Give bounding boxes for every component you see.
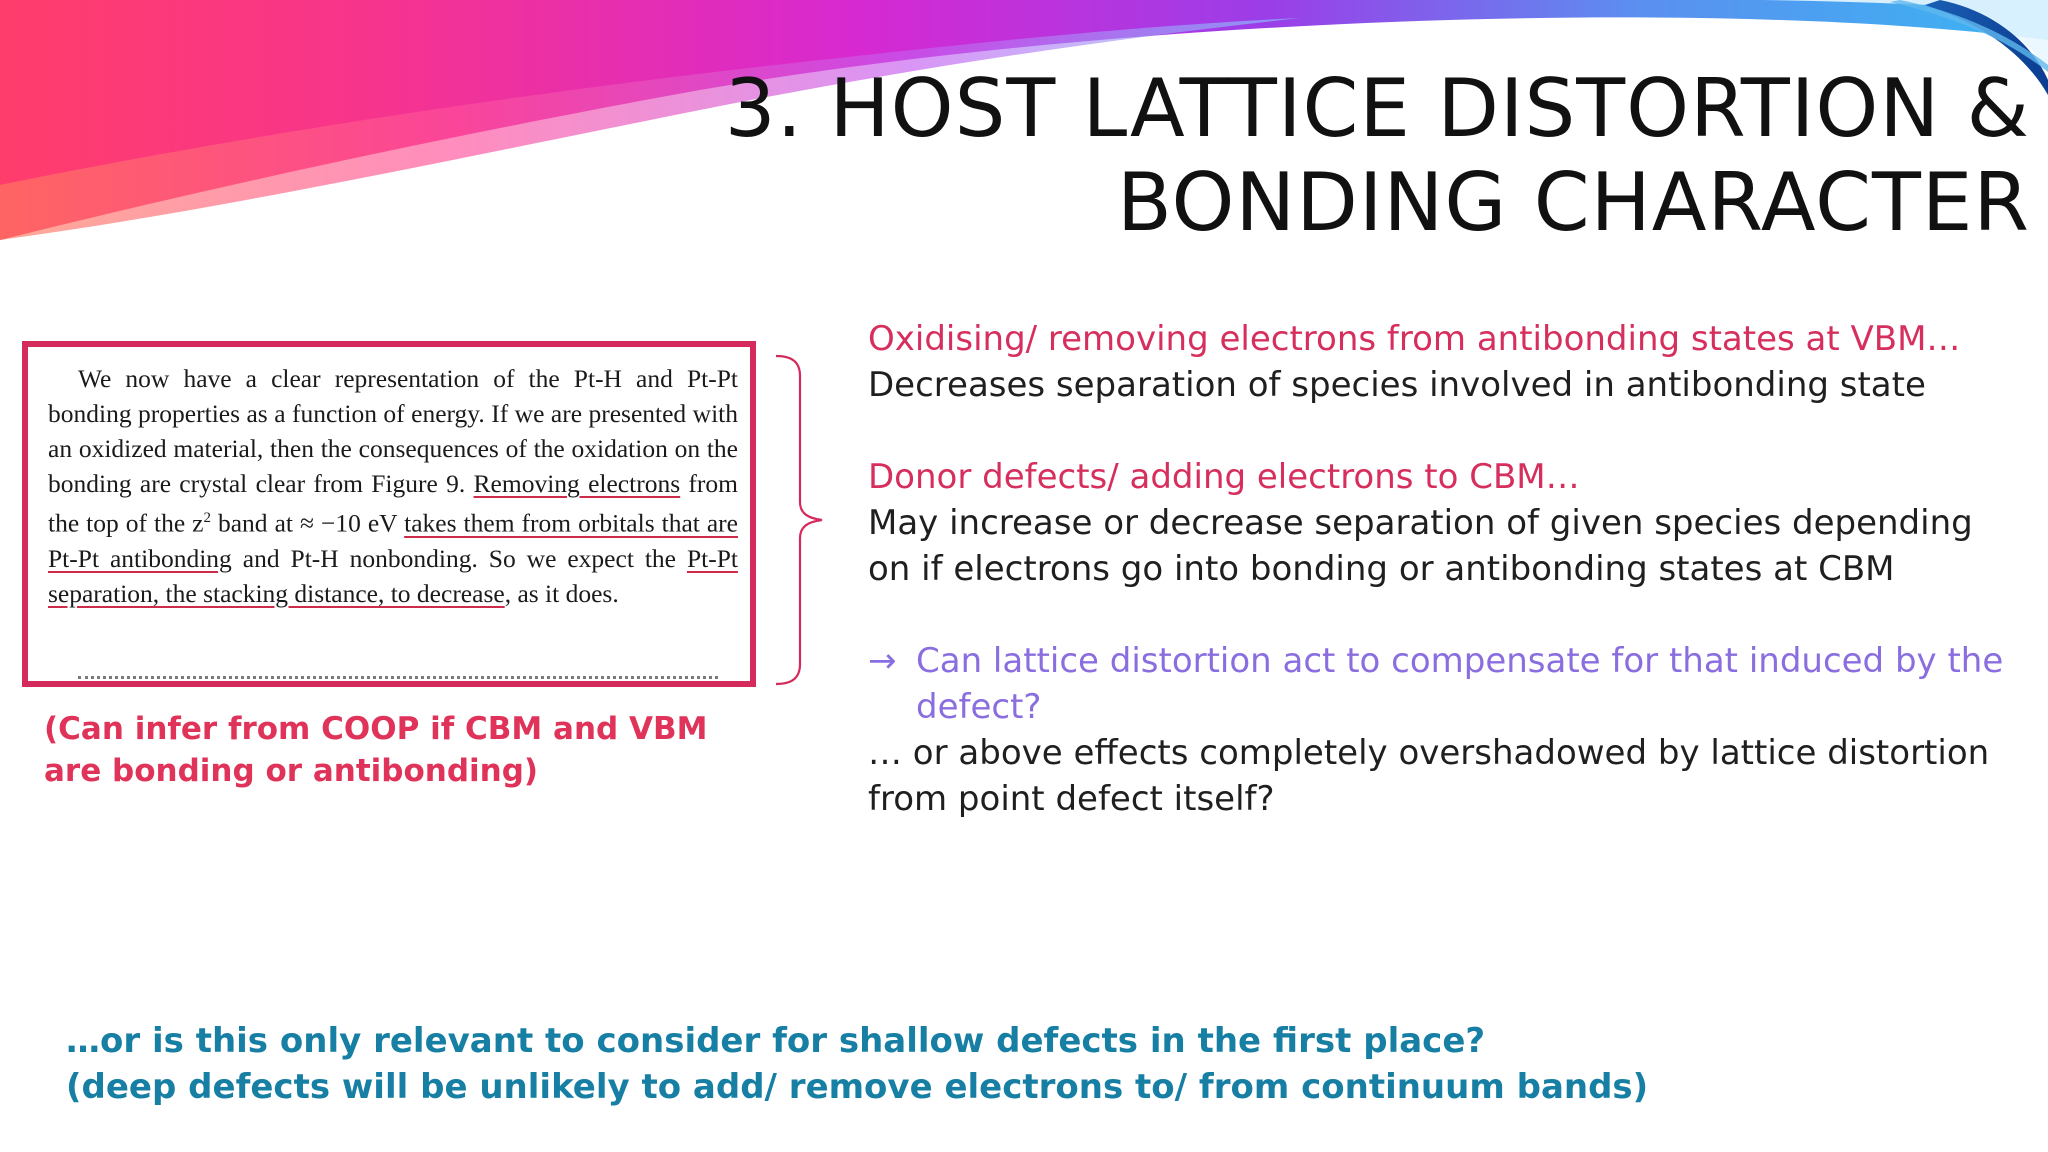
slide-title-line1: 3. HOST LATTICE DISTORTION & [724,62,2030,155]
caption-line2: are bonding or antibonding) [44,753,539,789]
excerpt-superscript: 2 [203,510,211,526]
excerpt-caption [44,708,744,792]
footer-line2: (deep defects will be unlikely to add/ remove electrons to/ from continuum bands) [66,1067,1649,1107]
excerpt-underline-1: Removing electrons [473,469,681,498]
point-question [868,638,2018,822]
excerpt-underline-3: Pt-Pt separation, the stacking distance, to decrease [48,543,738,608]
discussion-points [868,316,2018,868]
point-oxidising-body: Decreases separation of species involved in antibonding state [868,365,1926,405]
point-donor-body: May increase or decrease separation of given species depending on if electrons go into bonding or antibonding states at CBM [868,503,1973,589]
point-oxidising [868,316,2018,408]
point-question-heading: Can lattice distortion act to compensate for that induced by the defect? [916,641,2004,727]
point-oxidising-heading: Oxidising/ removing electrons from antibonding states at VBM… [868,319,1961,359]
excerpt-text-3: band at ≈ −10 eV [210,508,405,538]
excerpt-text-2: from the top of the z [48,469,739,538]
slide-title-line2: BONDING CHARACTER [1116,156,2030,249]
footer-question [66,1018,1966,1110]
excerpt-underline-2: takes them from orbitals that are Pt-Pt antibonding [48,508,738,573]
excerpt-text-1: We now have a clear representation of the Pt-H and Pt-Pt bonding properties as a function of energy. If we are presented with an oxidized material, then the consequences of the oxidation on the bonding are crystal clear from Figure 9. [48,364,738,498]
point-donor [868,454,2018,592]
paper-excerpt-text [48,361,738,611]
slide-title [725,62,2030,250]
excerpt-cut-text-bottom [78,676,718,687]
excerpt-cut-text-top [46,341,346,356]
footer-line1: …or is this only relevant to consider for shallow defects in the first place? [66,1021,1486,1061]
point-question-body: … or above effects completely overshadowed by lattice distortion from point defect itself? [868,733,1990,819]
point-donor-heading: Donor defects/ adding electrons to CBM… [868,457,1580,497]
arrow-right-icon: → [868,641,897,681]
excerpt-text-4: and Pt-H nonbonding. So we expect the [231,543,687,573]
right-brace-icon [770,352,830,688]
point-question-row [868,638,2018,730]
caption-line1: (Can infer from COOP if CBM and VBM [44,711,708,747]
excerpt-text-5: , as it does. [504,578,619,608]
paper-excerpt-box [22,341,756,687]
